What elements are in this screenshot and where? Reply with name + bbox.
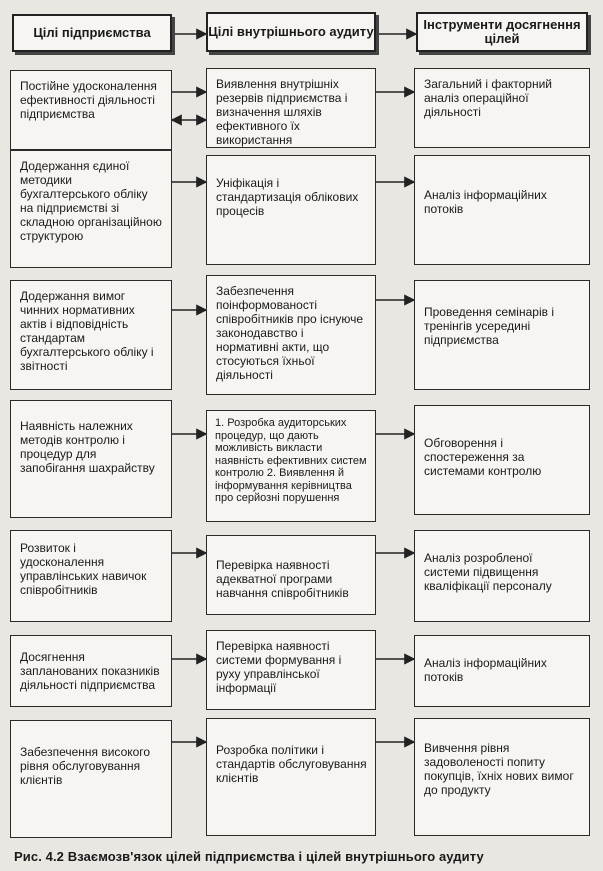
row6-audit-box xyxy=(206,630,376,710)
row7-tool-box xyxy=(414,718,590,836)
header-enterprise-goals-text: Цілі підприємства xyxy=(33,25,151,40)
row2-audit-box xyxy=(206,155,376,265)
header-audit-goals xyxy=(206,12,376,52)
row5-goal-box xyxy=(10,530,172,622)
header-enterprise-goals xyxy=(12,14,172,52)
row5-audit-box xyxy=(206,535,376,615)
row1-tool-text: Загальний і факторний аналіз операційної діяльності xyxy=(424,77,553,119)
header-tools xyxy=(416,12,588,52)
row4-goal-text: Наявність належних методів контролю і процедур для запобігання шахрайству xyxy=(20,419,155,475)
row1-audit-text: Виявлення внутрішніх резервів підприємства і визначення шляхів ефективного їх використання xyxy=(216,77,348,147)
row6-goal-text: Досягнення запланованих показників діяльності підприємства xyxy=(20,650,160,692)
header-tools-text: Інструменти досягнення цілей xyxy=(423,17,581,46)
row1-audit-box xyxy=(206,68,376,148)
row7-tool-text: Вивчення рівня задоволеності попиту покупців, їхніх нових вимог до продукту xyxy=(424,741,574,797)
row5-goal-text: Розвиток і удосконалення управлінських навичок співробітників xyxy=(20,541,147,597)
row6-goal-box xyxy=(10,635,172,707)
row6-audit-text: Перевірка наявності системи формування і руху управлінської інформації xyxy=(216,639,342,695)
row6-tool-text: Аналіз інформаційних потоків xyxy=(424,656,547,684)
row4-tool-box xyxy=(414,405,590,515)
row1-goal-text: Постійне удосконалення ефективності діяльності підприємства xyxy=(20,79,157,121)
row3-goal-text: Додержання вимог чинних нормативних актів і відповідність стандартам бухгалтерського обліку і звітності xyxy=(20,289,154,373)
row2-tool-text: Аналіз інформаційних потоків xyxy=(424,188,547,216)
row3-goal-box xyxy=(10,280,172,390)
row4-audit-text: 1. Розробка аудиторських процедур, що дають можливість викласти наявність ефективних систем контролю 2. Виявлення й інформування керівництва про серйозні порушення xyxy=(215,417,367,504)
row1-goal-box xyxy=(10,70,172,150)
row2-goal-text: Додержання єдиної методики бухгалтерського обліку на підприємстві зі складною організаційною структурою xyxy=(20,159,162,243)
row3-tool-box xyxy=(414,280,590,390)
row2-goal-box xyxy=(10,150,172,268)
row4-audit-box xyxy=(206,410,376,522)
row6-tool-box xyxy=(414,635,590,707)
row4-tool-text: Обговорення і спостереження за системами контролю xyxy=(424,436,542,478)
row5-tool-text: Аналіз розробленої системи підвищення кваліфікації персоналу xyxy=(424,551,552,593)
row5-audit-text: Перевірка наявності адекватної програми навчання співробітників xyxy=(216,558,349,600)
row7-audit-box xyxy=(206,718,376,836)
row4-goal-box xyxy=(10,400,172,518)
row7-audit-text: Розробка політики і стандартів обслуговування клієнтів xyxy=(216,743,367,785)
row3-audit-text: Забезпечення поінформованості співробітників про існуюче законодавство і нормативні акти, що стосуються їхньої діяльності xyxy=(216,284,364,382)
row3-tool-text: Проведення семінарів і тренінгів усередині підприємства xyxy=(424,305,554,347)
row5-tool-box xyxy=(414,530,590,622)
row3-audit-box xyxy=(206,275,376,395)
figure-caption: Рис. 4.2 Взаємозв'язок цілей підприємства і цілей внутрішнього аудиту xyxy=(14,849,484,864)
header-audit-goals-text: Цілі внутрішнього аудиту xyxy=(208,24,374,39)
row2-audit-text: Уніфікація і стандартизація облікових процесів xyxy=(216,176,359,218)
row7-goal-text: Забезпечення високого рівня обслуговування клієнтів xyxy=(20,745,151,787)
row1-tool-box xyxy=(414,68,590,148)
row7-goal-box xyxy=(10,720,172,838)
row2-tool-box xyxy=(414,155,590,265)
